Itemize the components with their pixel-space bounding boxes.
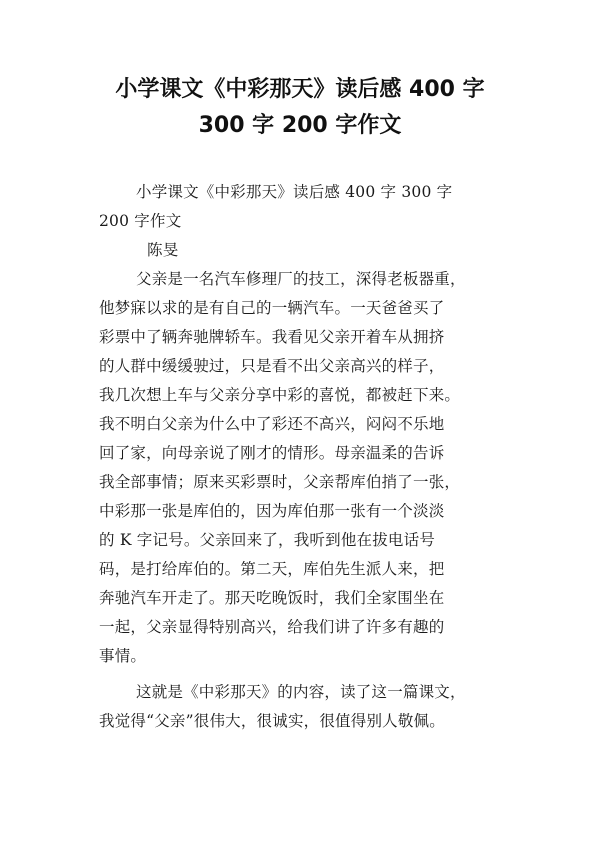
paragraph-line: 回了家，向母亲说了刚才的情形。母亲温柔的告诉: [99, 444, 445, 462]
paragraph-line: 彩票中了辆奔驰牌轿车。我看见父亲开着车从拥挤: [99, 328, 445, 346]
paragraph-line: 我几次想上车与父亲分享中彩的喜悦，都被赶下来。: [99, 386, 461, 404]
paragraph-line: 我全部事情；原来买彩票时，父亲帮库伯捎了一张，: [99, 473, 461, 491]
paragraph-line: 奔驰汽车开走了。那天吃晚饭时，我们全家围坐在: [99, 589, 445, 607]
paragraph-line: 父亲是一名汽车修理厂的技工，深得老板器重，: [136, 270, 466, 288]
paragraph-line: 一起，父亲显得特别高兴，给我们讲了许多有趣的: [99, 618, 445, 636]
subtitle-line: 小学课文《中彩那天》读后感 400 字 300 字: [136, 183, 453, 201]
paragraph-line: 我不明白父亲为什么中了彩还不高兴，闷闷不乐地: [99, 415, 445, 433]
title-line: 小学课文《中彩那天》读后感 400 字: [115, 77, 485, 102]
paragraph-line: 的人群中缓缓驶过，只是看不出父亲高兴的样子，: [99, 357, 445, 375]
author-name: 陈旻: [147, 241, 179, 259]
paragraph-1: [99, 265, 513, 671]
paragraph-line: 事情。: [99, 647, 147, 665]
paragraph-line: 这就是《中彩那天》的内容，读了这一篇课文，: [136, 683, 466, 701]
document-title: [60, 72, 540, 144]
paragraph-line: 我觉得“父亲”很伟大，很诚实，很值得别人敬佩。: [99, 712, 445, 730]
paragraph-gap: [99, 671, 513, 678]
paragraph-line: 的 K 字记号。父亲回来了，我听到他在拔电话号: [99, 531, 436, 549]
title-line: 300 字 200 字作文: [198, 113, 402, 138]
paragraph-line: 他梦寐以求的是有自己的一辆汽车。一天爸爸买了: [99, 299, 445, 317]
paragraph-line: 中彩那一张是库伯的，因为库伯那一张有一个淡淡: [99, 502, 445, 520]
document-body: [99, 178, 513, 736]
subtitle-line: 200 字作文: [99, 212, 182, 230]
paragraph-line: 码，是打给库伯的。第二天，库伯先生派人来，把: [99, 560, 445, 578]
paragraph-2: [99, 678, 513, 736]
